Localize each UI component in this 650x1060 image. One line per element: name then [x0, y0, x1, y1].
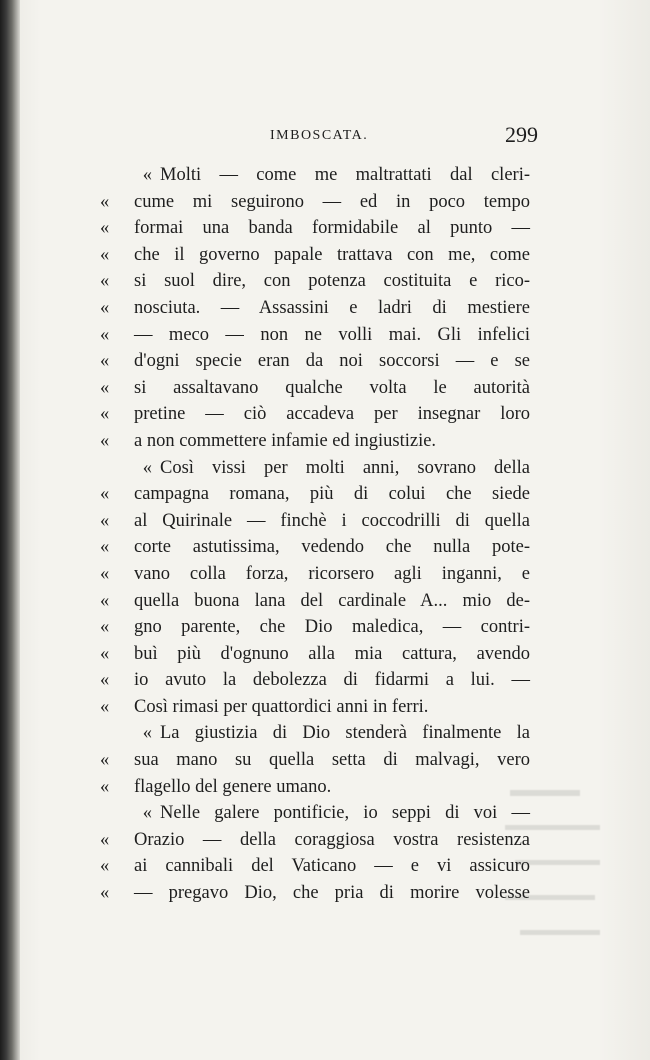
quote-marker: «	[100, 484, 110, 505]
line-text: gno parente, che Dio maledica, — contri-	[134, 617, 530, 638]
text-line	[100, 880, 530, 907]
line-text: nosciuta. — Assassini e ladri di mestiere	[134, 297, 530, 318]
text-line	[100, 641, 530, 668]
line-text: Molti — come me maltrattati dal cleri-	[160, 165, 530, 185]
quote-marker: «	[100, 244, 110, 265]
quote-marker: «	[142, 165, 152, 185]
quote-marker: «	[100, 590, 110, 611]
text-line	[100, 268, 530, 295]
quote-marker: «	[100, 643, 110, 664]
text-line	[100, 162, 530, 189]
quote-marker: «	[100, 324, 110, 345]
line-text: flagello del genere umano.	[134, 776, 332, 797]
line-text: vano colla forza, ricorsero agli inganni, e	[134, 563, 530, 584]
text-line	[100, 747, 530, 774]
text-line	[100, 322, 530, 349]
text-line	[100, 348, 530, 375]
page-header	[118, 122, 538, 150]
line-text: a non commettere infamie ed ingiustizie.	[134, 430, 437, 451]
text-line	[100, 827, 530, 854]
text-line	[100, 481, 530, 508]
quote-marker: «	[100, 696, 110, 717]
body-text	[100, 162, 530, 907]
text-line	[100, 295, 530, 322]
line-text: io avuto la debolezza di fidarmi a lui. —	[134, 670, 530, 691]
line-text: cume mi seguirono — ed in poco tempo	[134, 191, 530, 212]
text-line	[100, 534, 530, 561]
line-text: ai cannibali del Vaticano — e vi assicuro	[134, 856, 530, 877]
line-text: corte astutissima, vedendo che nulla pote-	[134, 537, 530, 558]
quote-marker: «	[100, 883, 110, 904]
page-number: 299	[505, 122, 538, 147]
running-head: IMBOSCATA.	[270, 128, 369, 143]
line-text: si suol dire, con potenza costituita e rico-	[134, 271, 530, 292]
bleed-through-ink	[505, 785, 605, 955]
line-text: — pregavo Dio, che pria di morire volesse	[134, 883, 530, 904]
quote-marker: «	[100, 750, 110, 771]
line-text: — meco — non ne volli mai. Gli infelici	[134, 324, 530, 345]
line-text: si assaltavano qualche volta le autorità	[134, 377, 530, 398]
quote-marker: «	[100, 377, 110, 398]
text-line	[100, 508, 530, 535]
quote-marker: «	[100, 271, 110, 292]
text-line	[100, 242, 530, 269]
line-text: campagna romana, più di colui che siede	[134, 484, 530, 505]
quote-marker: «	[100, 670, 110, 691]
line-text: d'ogni specie eran da noi soccorsi — e se	[134, 351, 530, 372]
quote-marker: «	[100, 537, 110, 558]
line-text: formai una banda formidabile al punto —	[134, 218, 530, 239]
text-line	[100, 588, 530, 615]
text-line	[100, 215, 530, 242]
text-line	[100, 694, 530, 721]
quote-marker: «	[100, 563, 110, 584]
text-line	[100, 667, 530, 694]
text-line	[100, 720, 530, 747]
text-line	[100, 189, 530, 216]
text-line	[100, 774, 530, 801]
text-line	[100, 800, 530, 827]
quote-marker: «	[100, 617, 110, 638]
quote-marker: «	[100, 829, 110, 850]
quote-marker: «	[100, 856, 110, 877]
line-text: sua mano su quella setta di malvagi, vero	[134, 750, 530, 771]
text-line	[100, 614, 530, 641]
quote-marker: «	[100, 218, 110, 239]
quote-marker: «	[100, 351, 110, 372]
line-text: quella buona lana del cardinale A... mio de-	[134, 590, 530, 611]
text-line	[100, 853, 530, 880]
line-text: Così vissi per molti anni, sovrano della	[160, 457, 530, 478]
book-spine-edge	[0, 0, 20, 1060]
quote-marker: «	[142, 457, 152, 478]
text-line	[100, 455, 530, 482]
line-text: al Quirinale — finchè i coccodrilli di quella	[134, 510, 530, 531]
line-text: che il governo papale trattava con me, come	[134, 244, 530, 265]
text-line	[100, 428, 530, 455]
text-line	[100, 401, 530, 428]
quote-marker: «	[100, 297, 110, 318]
quote-marker: «	[100, 510, 110, 531]
quote-marker: «	[142, 803, 152, 824]
quote-marker: «	[142, 723, 152, 744]
line-text: Nelle galere pontificie, io seppi di voi —	[160, 803, 530, 824]
line-text: Così rimasi per quattordici anni in ferri.	[134, 696, 429, 717]
line-text: pretine — ciò accadeva per insegnar loro	[134, 404, 530, 425]
text-line	[100, 375, 530, 402]
line-text: Orazio — della coraggiosa vostra resistenza	[134, 829, 530, 850]
line-text: buì più d'ognuno alla mia cattura, avendo	[134, 643, 530, 664]
quote-marker: «	[100, 404, 110, 425]
line-text: La giustizia di Dio stenderà finalmente la	[160, 723, 530, 744]
quote-marker: «	[100, 776, 110, 797]
text-line	[100, 561, 530, 588]
quote-marker: «	[100, 191, 110, 212]
quote-marker: «	[100, 430, 110, 451]
